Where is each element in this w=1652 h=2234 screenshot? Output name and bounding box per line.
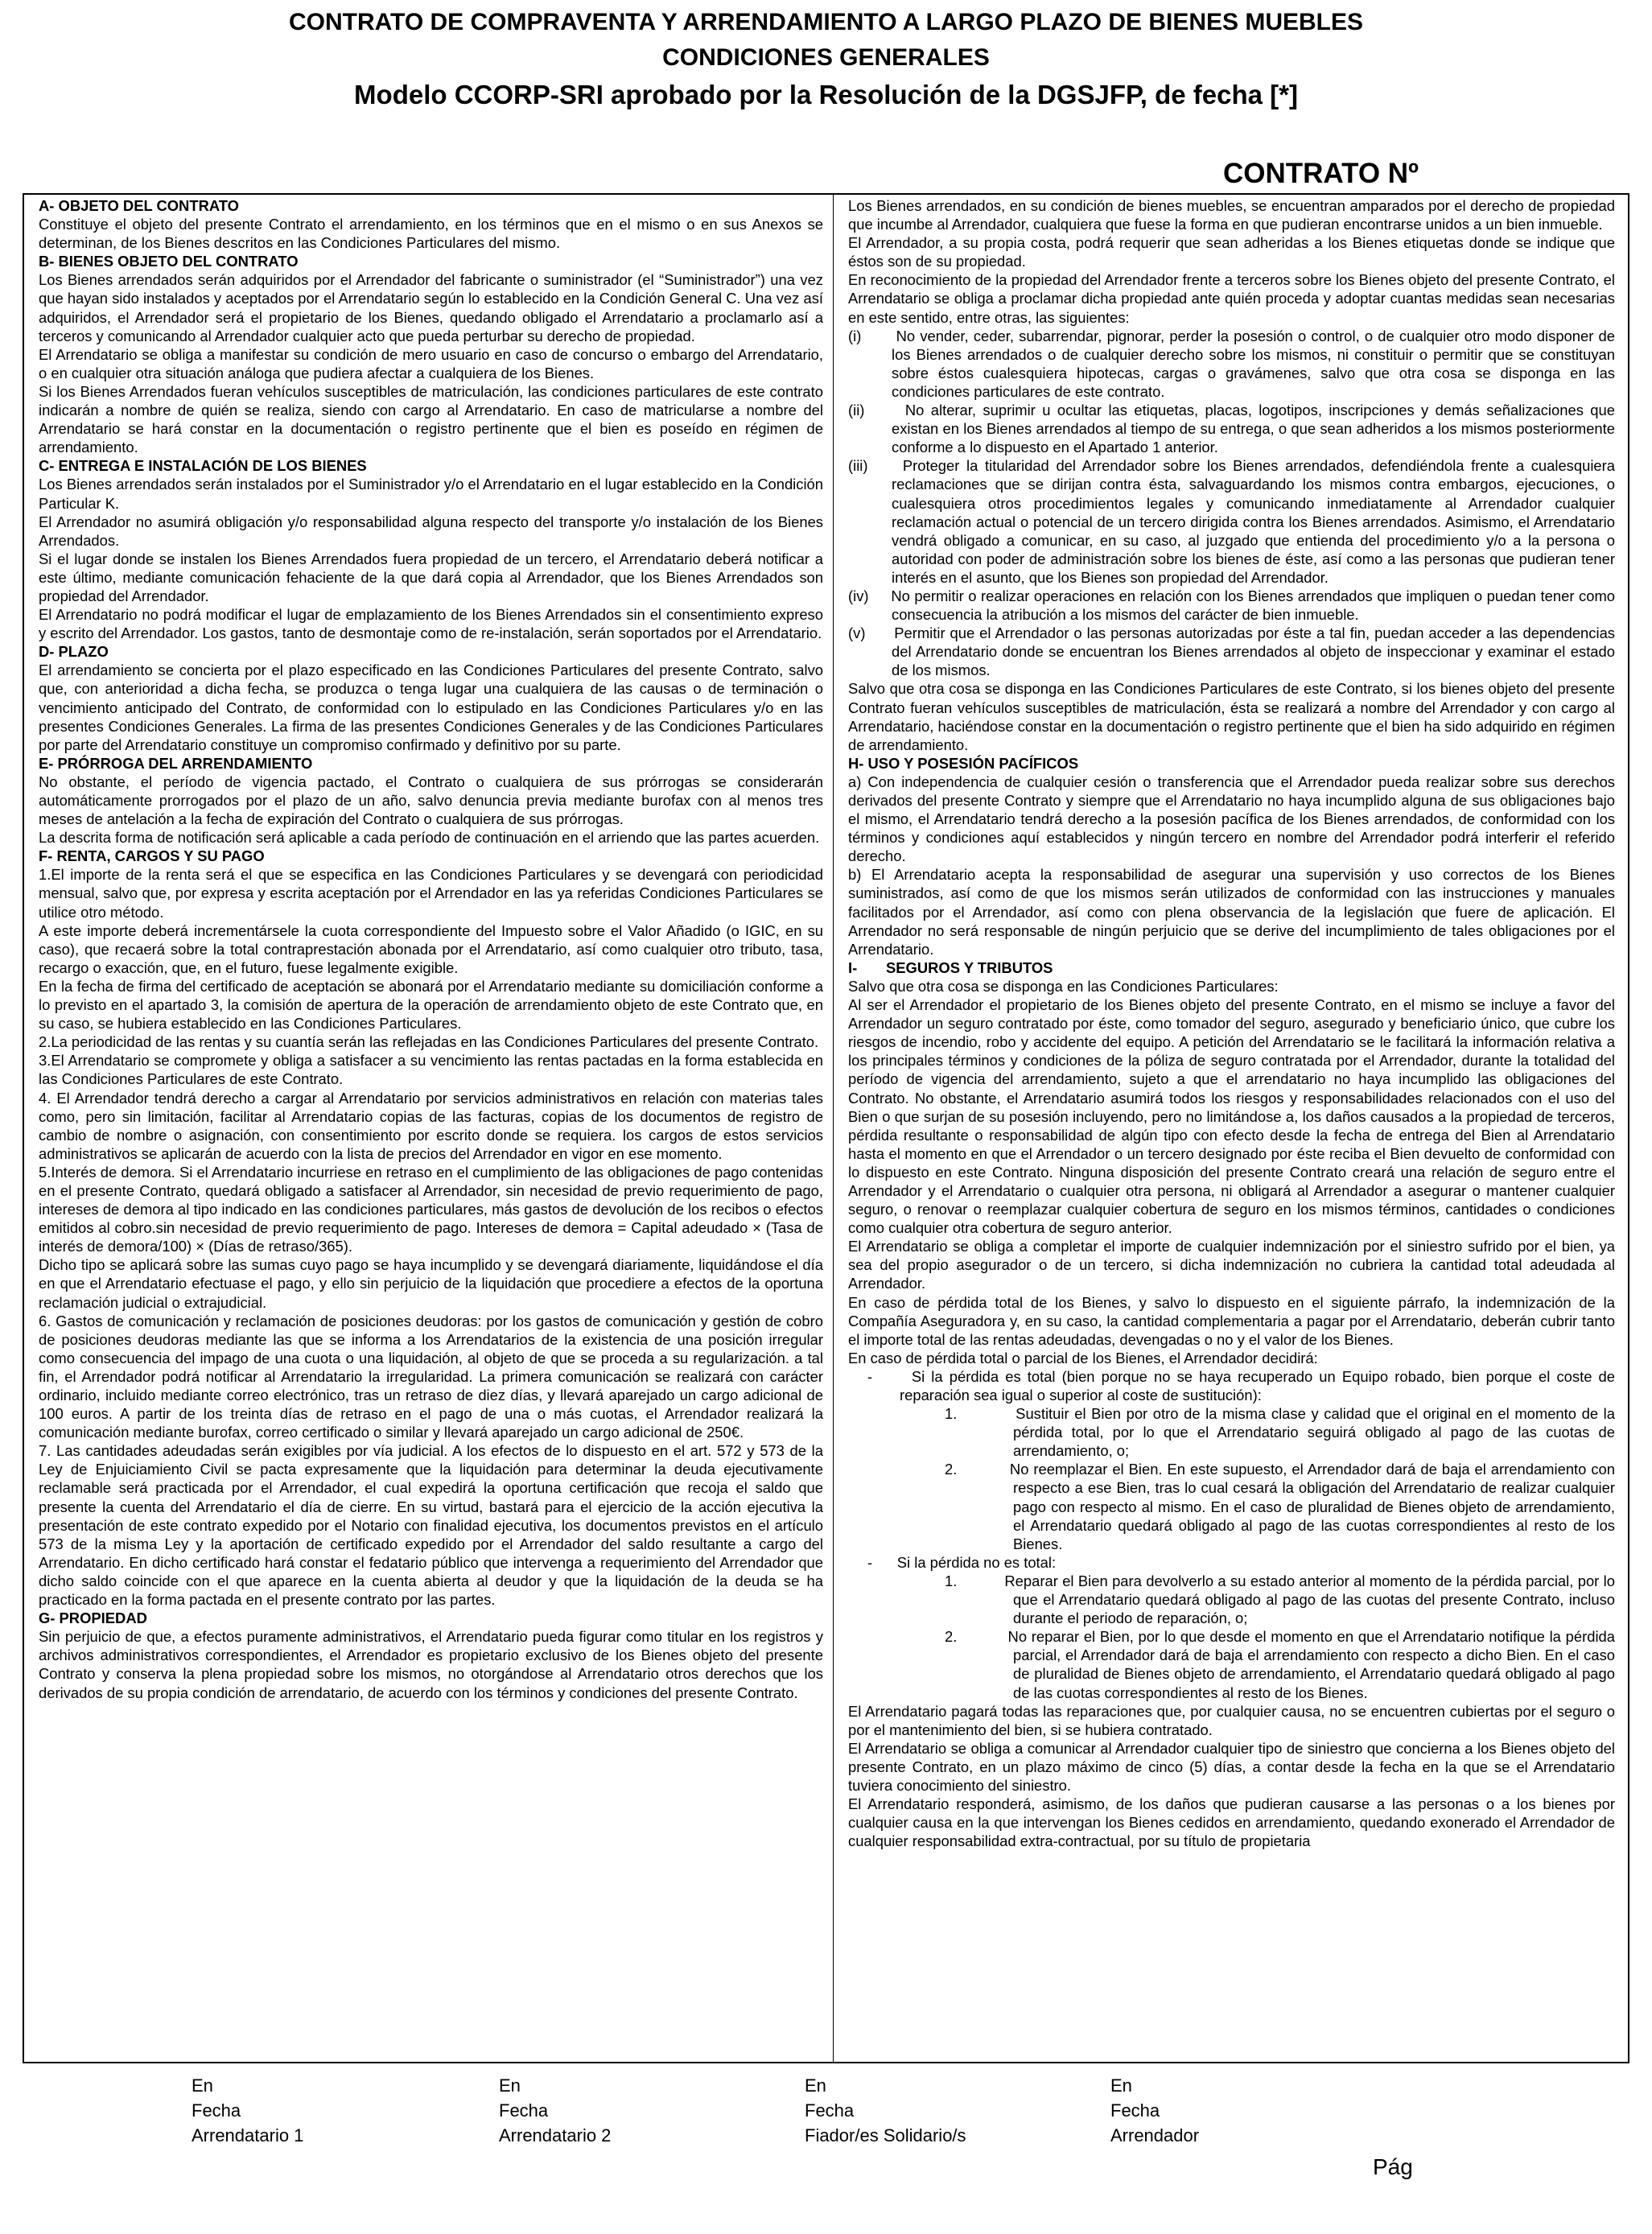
clause-paragraph: El Arrendador no asumirá obligación y/o responsabilidad alguna respecto del transporte y/o instalación de los Bienes Arrendados. xyxy=(39,513,823,549)
clause-paragraph: En caso de pérdida total de los Bienes, y salvo lo dispuesto en el siguiente párrafo, la indemnización de la Compañía Aseguradora y, en su caso, la cantidad complementaria a pagar por el Arrendatario, deberán cubrir tanto el importe total de las rentas adeudadas, devengadas o no y el valor de los Bienes. xyxy=(848,1293,1615,1348)
clause-paragraph: (iv) No permitir o realizar operaciones en relación con los Bienes arrendados que impliquen o puedan tener como consecuencia la atribución a los mismos del carácter de bien inmueble. xyxy=(848,587,1615,624)
signature-place: En xyxy=(805,2075,826,2096)
clause-paragraph: a) Con independencia de cualquier cesión o transferencia que el Arrendador pueda realizar sobre sus derechos derivados del presente Contrato y siempre que el Arrendatario no haya incumplido alguna de sus obligaciones bajo el mismo, el Arrendatario tendrá derecho a la posesión pacífica de los Bienes arrendados, de conformidad con los términos y condiciones aquí establecidos y ningún tercero en nombre del Arrendador podrá interferir el referido derecho. xyxy=(848,773,1615,865)
signature-party: Fiador/es Solidario/s xyxy=(805,2125,966,2145)
clause-paragraph: El Arrendatario responderá, asimismo, de los daños que pudieran causarse a las personas o a los bienes por cualquier causa en la que intervengan los Bienes cedidos en arrendamiento, quedando exonerado el Arrendador de cualquier responsabilidad extra-contractual, por su título de propietaria xyxy=(848,1795,1615,1850)
clause-paragraph: 6. Gastos de comunicación y reclamación de posiciones deudoras: por los gastos de comunicación y gestión de cobro de posiciones deudoras mediante las que se informa a los Arrendatarios de la existencia de una posición irregular como consecuencia del impago de una cuota o una liquidación, al objeto de que se proceda a su regularización. a tal fin, el Arrendador podrá notificar al Arrendatario la irregularidad. La primera comunicación se realizará con carácter ordinario, incluido mediante correo electrónico, tras un retraso de diez días, y llevará aparejado un cargo adicional de 100 euros. A partir de los treinta días de retraso en el pago de una o más cuotas, el Arrendador realizará la comunicación mediante burofax, correo certificado o similar y llevará aparejado un cargo adicional de 250€. xyxy=(39,1312,823,1441)
section-heading: E- PRÓRROGA DEL ARRENDAMIENTO xyxy=(39,754,313,772)
signature-party: Arrendatario 1 xyxy=(192,2125,304,2145)
signature-date: Fecha xyxy=(1110,2100,1160,2121)
signature-date: Fecha xyxy=(499,2100,549,2121)
clause-paragraph: 1. Reparar el Bien para devolverlo a su estado anterior al momento de la pérdida parcial, por lo que el Arrendatario quedará obligado al pago de las cuotas del presente Contrato, incluso durante el periodo de reparación, o; xyxy=(945,1572,1615,1627)
clause-paragraph: El Arrendatario se obliga a comunicar al Arrendador cualquier tipo de siniestro que concierna a los Bienes objeto del presente Contrato, en un plazo máximo de cinco (5) días, a contar desde la fecha en la que se el Arrendatario tuviera conocimiento del siniestro. xyxy=(848,1739,1615,1794)
document-subtitle: CONDICIONES GENERALES xyxy=(662,44,990,71)
signature-block-2 xyxy=(499,2073,611,2148)
clause-paragraph: Los Bienes arrendados, en su condición de bienes muebles, se encuentran amparados por el derecho de propiedad que incumbe al Arrendador, cualquiera que fuese la forma en que pudieran encontrarse unidos a un bien inmueble. xyxy=(848,197,1615,233)
conditions-box xyxy=(23,193,1629,2063)
left-column xyxy=(24,195,834,2062)
section-heading: F- RENTA, CARGOS Y SU PAGO xyxy=(39,847,265,865)
clause-paragraph: Sin perjuicio de que, a efectos puramente administrativos, el Arrendatario pueda figurar como titular en los registros y archivos administrativos correspondientes, el Arrendador es propietario exclusivo de los Bienes objeto del presente Contrato y conserva la plena propiedad sobre los mismos, no otorgándose al Arrendatario otros derechos que los derivados de su propia condición de arrendatario, de acuerdo con los términos y condiciones del presente Contrato. xyxy=(39,1628,823,1701)
section-heading: G- PROPIEDAD xyxy=(39,1610,147,1627)
clause-paragraph: 2. No reemplazar el Bien. En este supuesto, el Arrendador dará de baja el arrendamiento con respecto a ese Bien, tras lo cual cesará la obligación del Arrendatario de realizar cualquier pago con respecto al mismo. En el caso de pluralidad de Bienes objeto de arrendamiento, el Arrendatario quedará obligado al pago de las cuotas correspondientes al resto de los Bienes. xyxy=(945,1461,1615,1552)
right-column xyxy=(834,195,1628,2062)
clause-paragraph: Salvo que otra cosa se disponga en las Condiciones Particulares: xyxy=(848,977,1279,995)
clause-paragraph: Salvo que otra cosa se disponga en las Condiciones Particulares de este Contrato, si los bienes objeto del presente Contrato fueran vehículos susceptibles de matriculación, ésta se realizará a nombre del Arrendador y con cargo al Arrendatario, haciéndose constar en la documentación o registro pertinente que el bien ha sido adquirido en régimen de arrendamiento. xyxy=(848,680,1615,753)
signature-place: En xyxy=(192,2075,213,2096)
signature-date: Fecha xyxy=(805,2100,855,2121)
clause-paragraph: 1. Sustituir el Bien por otro de la misma clase y calidad que el original en el momento de la pérdida total, por lo que el Arrendatario seguirá obligado al pago de las cuotas de arrendamiento, o; xyxy=(945,1405,1615,1460)
signature-date: Fecha xyxy=(192,2100,241,2121)
signature-block-3 xyxy=(805,2073,966,2148)
document-header xyxy=(0,5,1652,114)
clause-paragraph: La descrita forma de notificación será aplicable a cada período de continuación en el arriendo que las partes acuerden. xyxy=(39,829,820,847)
signature-block-4 xyxy=(1110,2073,1199,2148)
document-title: CONTRATO DE COMPRAVENTA Y ARRENDAMIENTO A LARGO PLAZO DE BIENES MUEBLES xyxy=(288,9,1364,35)
section-heading: I- SEGUROS Y TRIBUTOS xyxy=(848,958,1053,976)
clause-paragraph: 4. El Arrendador tendrá derecho a cargar al Arrendatario por servicios administrativos en relación con materias tales como, pero sin limitación, facilitar al Arrendatario copias de las facturas, copias de los documentos de registro de cambio de nombre o asignación, con consentimiento por escrito donde se requiera. los cargos de estos servicios administrativos se aplicarán de acuerdo con la lista de precios del Arrendador en vigor en ese momento. xyxy=(39,1089,823,1162)
signature-block-1 xyxy=(192,2073,303,2148)
signature-party: Arrendador xyxy=(1110,2125,1200,2145)
contract-number-label: CONTRATO Nº xyxy=(1223,158,1419,189)
clause-paragraph: El Arrendatario se obliga a manifestar su condición de mero usuario en caso de concurso o embargo del Arrendatario, o en cualquier otra situación análoga que pudiera afectar a cualquiera de los Bienes. xyxy=(39,345,823,381)
clause-paragraph: 3.El Arrendatario se compromete y obliga a satisfacer a su vencimiento las rentas pactadas en la forma establecida en las Condiciones Particulares de este Contrato. xyxy=(39,1052,823,1088)
model-reference: Modelo CCORP-SRI aprobado por la Resolución de la DGSJFP, de fecha [*] xyxy=(354,80,1298,109)
clause-paragraph: El arrendamiento se concierta por el plazo especificado en las Condiciones Particulares del presente Contrato, salvo que, con anterioridad a dicha fecha, se produzca o tenga lugar una cualquiera de las causas o de terminación o vencimiento anticipado del Contrato, de conformidad con lo estipulado en las Condiciones Particulares y/o en las presentes Condiciones Generales. La firma de las presentes Condiciones Generales y de las Condiciones Particulares por parte del Arrendatario constituye un compromiso confirmado y definitivo por su parte. xyxy=(39,662,823,753)
clause-paragraph: No obstante, el período de vigencia pactado, el Contrato o cualquiera de sus prórrogas se considerarán automáticamente prorrogados por el plazo de un año, salvo denuncia previa mediante burofax con al menos tres meses de antelación a la fecha de expiración del Contrato o cualquiera de sus prórrogas. xyxy=(39,773,823,828)
section-heading: B- BIENES OBJETO DEL CONTRATO xyxy=(39,253,299,270)
clause-paragraph: 5.Interés de demora. Si el Arrendatario incurriese en retraso en el cumplimiento de las obligaciones de pago contenidas en el presente Contrato, quedará obligado a satisfacer al Arrendador, sin necesidad de previo requerimiento de pago, intereses de demora al tipo indicado en las condiciones particulares, más gastos de devolución de los recibos o efectos emitidos al cobro.sin necesidad de previo requerimiento de pago. Intereses de demora = Capital adeudado × (Tasa de interés de demora/100) × (Días de retraso/365). xyxy=(39,1163,823,1255)
section-heading: D- PLAZO xyxy=(39,643,109,661)
section-heading: A- OBJETO DEL CONTRATO xyxy=(39,197,239,214)
clause-paragraph: (ii) No alterar, suprimir u ocultar las etiquetas, placas, logotipos, inscripciones y demás señalizaciones que existan en los Bienes arrendados al tiempo de su entrega, o que sean adheridos a los mismos posteriormente conforme a lo dispuesto en el Apartado 1 anterior. xyxy=(848,402,1615,456)
clause-paragraph: Dicho tipo se aplicará sobre las sumas cuyo pago se haya incumplido y se devengará diariamente, liquidándose el día en que el Arrendatario efectuase el pago, y ello sin perjuicio de la liquidación que procediere a efectos de la oportuna reclamación judicial o extrajudicial. xyxy=(39,1256,823,1311)
clause-paragraph: En la fecha de firma del certificado de aceptación se abonará por el Arrendatario mediante su domiciliación conforme a lo previsto en el apartado 3, la comisión de apertura de la operación de arrendamiento objeto de este Contrato que, en su caso, se hubiera establecido en las Condiciones Particulares. xyxy=(39,977,823,1033)
clause-paragraph: El Arrendatario no podrá modificar el lugar de emplazamiento de los Bienes Arrendados sin el consentimiento expreso y escrito del Arrendador. Los gastos, tanto de desmontaje como de re-instalación, serán soportados por el Arrendatario. xyxy=(39,606,823,642)
clause-paragraph: (v) Permitir que el Arrendador o las personas autorizadas por éste a tal fin, puedan acceder a las dependencias del Arrendatario donde se encuentran los Bienes arrendados al objeto de inspeccionar y examinar el estado de los mismos. xyxy=(848,624,1615,679)
clause-paragraph: 1.El importe de la renta será el que se especifica en las Condiciones Particulares y se devengará con periodicidad mensual, salvo que, por expresa y escrita aceptación por el Arrendador en las ya referidas Condiciones Particulares se utilice otro método. xyxy=(39,866,823,921)
signature-place: En xyxy=(1110,2075,1132,2096)
clause-paragraph: Los Bienes arrendados serán instalados por el Suministrador y/o el Arrendatario en el lugar establecido en la Condición Particular K. xyxy=(39,476,823,512)
clause-paragraph: - Si la pérdida no es total: xyxy=(867,1553,1057,1571)
clause-paragraph: El Arrendatario se obliga a completar el importe de cualquier indemnización por el siniestro sufrido por el bien, ya sea del propio asegurador o de un tercero, si dicha indemnización no cubriera la cantidad total adeudada al Arrendador. xyxy=(848,1238,1615,1292)
clause-paragraph: En caso de pérdida total o parcial de los Bienes, el Arrendador decidirá: xyxy=(848,1349,1318,1366)
clause-paragraph: 2.La periodicidad de las rentas y su cuantía serán las reflejadas en las Condiciones Particulares del presente Contrato. xyxy=(39,1033,819,1051)
clause-paragraph: En reconocimiento de la propiedad del Arrendador frente a terceros sobre los Bienes objeto del presente Contrato, el Arrendatario se obliga a proclamar dicha propiedad ante quién proceda y adoptar cuantas medidas sean necesarias en este sentido, entre otras, las siguientes: xyxy=(848,271,1615,326)
clause-paragraph: Los Bienes arrendados serán adquiridos por el Arrendador del fabricante o suministrador (el “Suministrador”) una vez que hayan sido instalados y aceptados por el Arrendatario según lo establecido en la Condición General C. Una vez así adquiridos, el Arrendador será el propietario de los Bienes, quedando obligado el Arrendatario a proclamarlo así a terceros y comunicando al Arrendador cualquier acto que pueda perturbar su derecho de propiedad. xyxy=(39,271,823,344)
signature-place: En xyxy=(499,2075,521,2096)
signature-party: Arrendatario 2 xyxy=(499,2125,612,2145)
section-heading: H- USO Y POSESIÓN PACÍFICOS xyxy=(848,754,1079,772)
clause-paragraph: (iii) Proteger la titularidad del Arrendador sobre los Bienes arrendados, defendiéndola frente a cualesquiera reclamaciones que se dirijan contra ésta, salvaguardando los mismos contra embargos, ejecuciones, o cualesquiera otros procedimientos legales y comunicando inmediatamente al Arrendador cualquier reclamación actual o potencial de un tercero dirigida contra los Bienes arrendados. Asimismo, el Arrendatario vendrá obligado a comunicar, en su caso, al juzgado que entienda del procedimiento y/o a la persona o autoridad con poder de administración sobre los bienes de éste, así como a las personas que pudieran tener interés en el asunto, que los Bienes son propiedad del Arrendador. xyxy=(848,457,1615,586)
clause-paragraph: 2. No reparar el Bien, por lo que desde el momento en que el Arrendatario notifique la pérdida parcial, el Arrendador dará de baja el arrendamiento con respecto a dicho Bien. En el caso de pluralidad de Bienes objeto de arrendamiento, el Arrendatario quedará obligado al pago de las cuotas correspondientes al resto de los Bienes. xyxy=(945,1628,1615,1701)
clause-paragraph: b) El Arrendatario acepta la responsabilidad de asegurar una supervisión y uso correctos de los Bienes suministrados, así como de que los mismos serán utilizados de conformidad con las instrucciones y manuales facilitados por el Arrendador, así como con plena observancia de la legislación que fuere de aplicación. El Arrendador no será responsable de ningún perjuicio que se derive del incumplimiento de tales obligaciones por el Arrendatario. xyxy=(848,866,1615,958)
clause-paragraph: Al ser el Arrendador el propietario de los Bienes objeto del presente Contrato, en el mismo se incluye a favor del Arrendador un seguro contratado por éste, como tomador del seguro, asegurado y beneficiario único, que cubre los riesgos de incendio, robo y accidente del equipo. A petición del Arrendatario se le facilitará la información relativa a los principales términos y condiciones de la póliza de seguro contratada por el Arrendador, durante la totalidad del período de vigencia del arrendamiento, sujeto a que el arrendatario no haya incumplido las obligaciones del Contrato. No obstante, el Arrendatario asumirá todos los riesgos y responsabilidades relacionados con el uso del Bien o que surjan de su posesión incluyendo, pero no limitándose a, los daños causados a la propiedad de terceros, pérdida resultante o responsabilidad de algún tipo con efecto desde la fecha de entrega del Bien al Arrendatario hasta el momento en que el Arrendador o un tercero designado por éste reciba el Bien devuelto de conformidad con lo dispuesto en este Contrato. Ninguna disposición del presente Contrato creará una relación de seguro entre el Arrendador y el Arrendatario o cualquier otra persona, ni obligará al Arrendador a asegurar o mantener cualquier seguro, o renovar o reemplazar cualquier cobertura de seguro en los mismos términos, cantidades o condiciones como cualquier otra cobertura de seguro anterior. xyxy=(848,996,1615,1237)
clause-paragraph: - Si la pérdida es total (bien porque no se haya recuperado un Equipo robado, bien porque el coste de reparación sea igual o superior al coste de sustitución): xyxy=(867,1367,1615,1403)
section-heading: C- ENTREGA E INSTALACIÓN DE LOS BIENES xyxy=(39,457,367,475)
clause-paragraph: Si los Bienes Arrendados fueran vehículos susceptibles de matriculación, las condiciones particulares de este contrato indicarán a nombre de quién se realiza, siendo con cargo al Arrendatario. En caso de matricularse a nombre del Arrendatario se hará constar en la documentación o registro pertinente que el bien es poseído en régimen de arrendamiento. xyxy=(39,382,823,456)
clause-paragraph: Constituye el objeto del presente Contrato el arrendamiento, en los términos que en el mismo o en sus Anexos se determinan, de los Bienes descritos en las Condiciones Particulares del mismo. xyxy=(39,216,823,252)
clause-paragraph: Si el lugar donde se instalen los Bienes Arrendados fuera propiedad de un tercero, el Arrendatario deberá notificar a este último, mediante comunicación fehaciente de la que dará copia al Arrendador, que los Bienes Arrendados son propiedad del Arrendador. xyxy=(39,550,823,604)
clause-paragraph: A este importe deberá incrementársele la cuota correspondiente del Impuesto sobre el Valor Añadido (o IGIC, en su caso), que recaerá sobre la total contraprestación abonada por el Arrendatario, así como cualquier otro tributo, tasa, recargo o exacción, que, en el futuro, fuese legalmente exigible. xyxy=(39,921,823,976)
clause-paragraph: 7. Las cantidades adeudadas serán exigibles por vía judicial. A los efectos de lo dispuesto en el art. 572 y 573 de la Ley de Enjuiciamiento Civil se pacta expresamente que la liquidación para determinar la deuda ejecutivamente reclamable será practicada por el Arrendador, el cual expedirá la oportuna certificación que recoja el saldo que presente la cuenta del Arrendatario el día de cierre. En su virtud, bastará para el ejercicio de la acción ejecutiva la presentación de este contrato expedido por el Notario con finalidad ejecutiva, los documentos previstos en el artículo 573 de la misma Ley y la aportación de certificado expedido por el Arrendador del saldo resultante a cargo del Arrendatario. En dicho certificado hará constar el fedatario público que intervenga a requerimiento del Arrendador que dicho saldo coincide con el que aparece en la cuenta abierta al deudor y que la liquidación de la deuda se ha practicado en la forma pactada en el presente contrato por las partes. xyxy=(39,1442,823,1609)
page-label: Pág xyxy=(1373,2154,1413,2179)
clause-paragraph: (i) No vender, ceder, subarrendar, pignorar, perder la posesión o control, o de cualquier otro modo disponer de los Bienes arrendados o de cualquier derecho sobre los mismos, ni constituir o permitir que se constituyan sobre éstos cualesquiera hipotecas, cargas o gravámenes, salvo que otra cosa se disponga en las condiciones particulares de este contrato. xyxy=(848,327,1615,400)
clause-paragraph: El Arrendatario pagará todas las reparaciones que, por cualquier causa, no se encuentren cubiertas por el seguro o por el mantenimiento del bien, si se hubiera contratado. xyxy=(848,1702,1615,1738)
clause-paragraph: El Arrendador, a su propia costa, podrá requerir que sean adheridas a los Bienes etiquetas donde se indique que éstos son de su propiedad. xyxy=(848,234,1615,270)
